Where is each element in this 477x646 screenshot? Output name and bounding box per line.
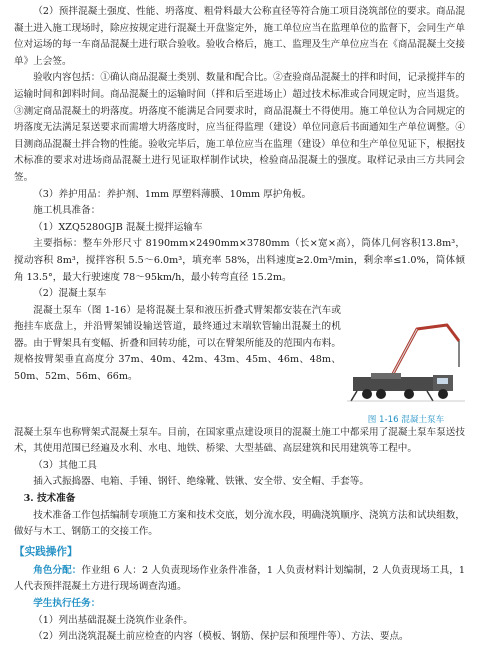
task-label: 学生执行任务： — [33, 598, 101, 610]
paragraph: （2）预拌混凝土强度、性能、坍落度、粗骨料最大公称直径等符合施工项目浇筑部位的要求。商品混凝土进入施工现场时，除应按规定进行混凝土开盘鉴定外，施工单位应当在监理单位的监督下，会同生产单位对运场的每一车商品混凝土进行联合验收。验收合格后，施工、监理及生产单位应当在《商品混凝土交接单》上会签。 — [14, 6, 465, 67]
task-item: （2）列出浇筑混凝土前应检查的内容（模板、钢筋、保护层和预埋件等）、方法、要点。 — [33, 631, 409, 643]
role-text: 作业组 6 人：2 人负责现场作业条件准备，1 人负责材料计划编制，2 人负责现场工具，1 人代表预拌混凝土方进行现场调查沟通。 — [14, 564, 465, 593]
figure-caption: 图 1-16 混凝土泵车 — [367, 414, 445, 425]
pump-truck-illustration — [347, 315, 465, 407]
paragraph: 混凝土泵车也称臂架式混凝土泵车。目前，在国家重点建设项目的混凝土施工中都采用了混凝土泵车泵送技术，其使用范围已经遍及水利、水电、地铁、桥梁、大型基础、高层建筑和民用建筑等工程中。 — [14, 426, 465, 455]
paragraph: 验收内容包括：①确认商品混凝土类别、数量和配合比。②查验商品混凝土的拌和时间，记录搅拌车的运输时间和卸料时间。商品混凝土的运输时间（拌和后至进场止）超过技术标准或合同规定时，应当退货。③测定商品混凝土的坍落度。坍落度不能满足合同要求时，商品混凝土不得使用。施工单位认为合同规定的坍落度无法满足泵送要求而需增大坍落度时，应当征得监理（建设）单位同意后书面通知生产单位调整。④目测商品混凝土拌合物的性能。验收完毕后，施工单位应当在监理（建设）单位和生产单位见证下，根据技术标准的要求对进场商品混凝土进行见证取样制作试块，检验商品混凝土的强度。取样记录由三方共同会签。 — [14, 72, 465, 183]
paragraph: 施工机具准备： — [33, 205, 101, 217]
section-heading: 3. 技术准备 — [23, 493, 76, 505]
pump-section — [14, 303, 465, 425]
figure — [347, 303, 465, 425]
pump-text-column — [14, 303, 341, 425]
task-item: （1）列出基础混凝土浇筑作业条件。 — [33, 614, 193, 626]
paragraph: （3）养护用品：养护剂、1mm 厚塑料薄膜、10mm 厚护角板。 — [33, 188, 312, 200]
paragraph: 混凝土泵车（图 1-16）是将混凝土泵和液压折叠式臂架都安装在汽车或拖挂车底盘上，并沿臂架铺设输送管道，最终通过末端软管输出混凝土的机器。由于臂架具有变幅、折叠和回转功能，可以在臂架所能及的范围内布料。规格按臂架垂直高度分 37m、40m、42m、43m、45m、46m、48m、50m、52m、56m、66m。 — [14, 304, 341, 383]
paragraph: 主要指标：整车外形尺寸 8190mm×2490mm×3780mm（长×宽×高），筒体几何容积13.8m³，搅动容积 8m³，搅拌容积 5.5～6.0m³，填充率 58%，出料速度≥2.0m³/min，剩余率≤1.0%，筒体倾角 13.5°，最大行驶速度 78～95km/h，最小转弯直径 15.2m。 — [14, 238, 465, 283]
role-label: 角色分配： — [33, 564, 82, 576]
paragraph: （1）XZQ5280GJB 混凝土搅拌运输车 — [33, 221, 203, 233]
paragraph: （3）其他工具 — [33, 459, 97, 471]
paragraph: （2）混凝土泵车 — [33, 288, 107, 300]
practice-heading: 【实践操作】 — [14, 545, 78, 558]
paragraph: 插入式振捣器、电箱、手锤、钢钎、绝缘靴、铁锹、安全带、安全帽、手套等。 — [33, 476, 369, 488]
paragraph: 技术准备工作包括编制专项施工方案和技术交底，划分流水段，明确浇筑顺序、浇筑方法和试块组数，做好与木工、钢筋工的交接工作。 — [14, 509, 465, 538]
